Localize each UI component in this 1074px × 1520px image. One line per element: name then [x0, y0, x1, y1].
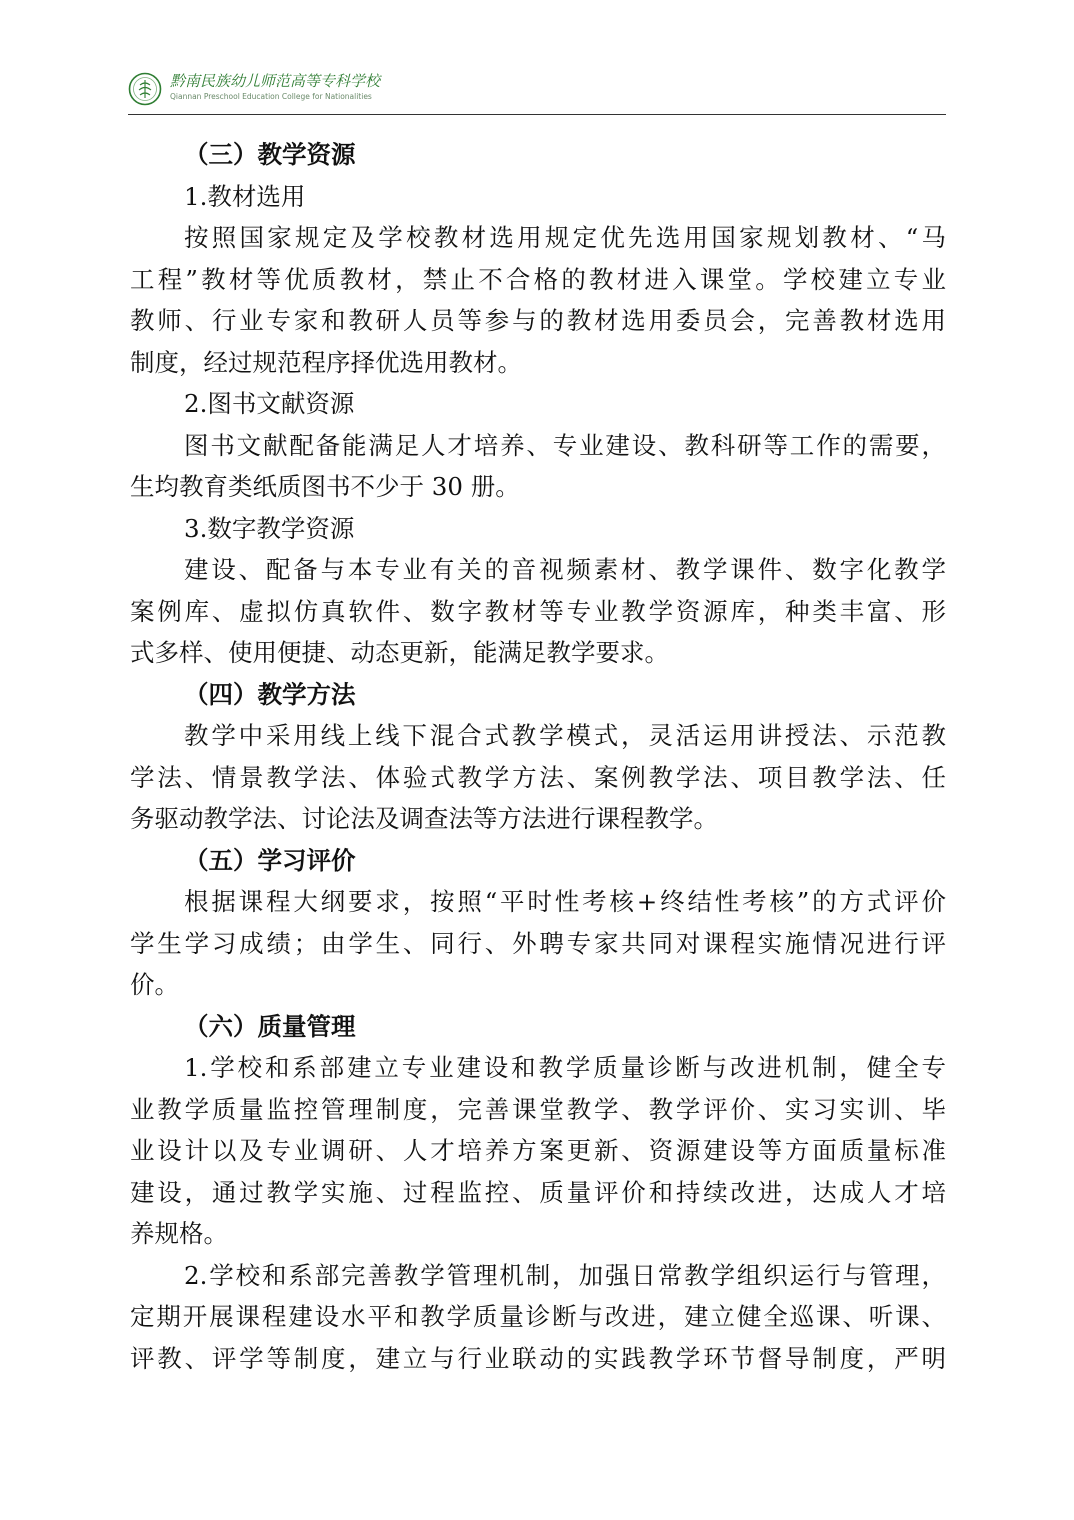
school-name-cn: 黔南民族幼儿师范高等专科学校 — [170, 72, 381, 90]
text-line: 学生学习成绩；由学生、同行、外聘专家共同对课程实施情况进行评 — [130, 928, 946, 958]
text-line: 业教学质量监控管理制度，完善课堂教学、教学评价、实习实训、毕 — [130, 1094, 946, 1124]
section-heading: （三）教学资源 — [184, 140, 356, 169]
text-line: 根据课程大纲要求，按照“平时性考核+终结性考核”的方式评价 — [184, 887, 946, 916]
text-line: 2.学校和系部完善教学管理机制，加强日常教学组织运行与管理， — [184, 1260, 946, 1290]
text-line: 工程”教材等优质教材，禁止不合格的教材进入课堂。学校建立专业 — [130, 264, 946, 294]
section-heading: （五）学习评价 — [184, 845, 356, 875]
school-emblem-icon — [128, 72, 162, 106]
text-line: 业设计以及专业调研、人才培养方案更新、资源建设等方面质量标准 — [130, 1136, 946, 1165]
text-line: 按照国家规定及学校教材选用规定优先选用国家规划教材、“马 — [184, 223, 946, 252]
text-line: 务驱动教学法、讨论法及调查法等方法进行课程教学。 — [130, 804, 718, 833]
text-line: 定期开展课程建设水平和教学质量诊断与改进，建立健全巡课、听课、 — [130, 1302, 946, 1331]
text-line: 教学中采用线上线下混合式教学模式，灵活运用讲授法、示范教 — [184, 721, 946, 750]
school-name-en: Qiannan Preschool Education College for Nationalities — [170, 92, 372, 101]
text-line: 学法、情景教学法、体验式教学方法、案例教学法、项目教学法、任 — [130, 762, 946, 792]
text-line: 教师、行业专家和教研人员等参与的教材选用委员会，完善教材选用 — [130, 306, 946, 335]
text-line: 式多样、使用便捷、动态更新，能满足教学要求。 — [130, 638, 669, 667]
text-line: 图书文献配备能满足人才培养、专业建设、教科研等工作的需要， — [184, 430, 946, 460]
text-line: 评教、评学等制度，建立与行业联动的实践教学环节督导制度，严明 — [130, 1343, 946, 1373]
page-header — [128, 70, 946, 115]
text-line: 建设、配备与本专业有关的音视频素材、教学课件、数字化教学 — [184, 555, 946, 584]
section-heading: （六）质量管理 — [184, 1011, 356, 1041]
document-body — [130, 134, 946, 1379]
text-line: 3.数字教学资源 — [184, 513, 355, 543]
text-line: 案例库、虚拟仿真软件、数字教材等专业教学资源库，种类丰富、形 — [130, 596, 946, 626]
text-line: 价。 — [130, 970, 179, 999]
text-line: 养规格。 — [130, 1219, 228, 1248]
text-line: 1.教材选用 — [184, 181, 306, 211]
text-line: 建设，通过教学实施、过程监控、质量评价和持续改进，达成人才培 — [130, 1177, 946, 1207]
text-line: 2.图书文献资源 — [184, 389, 355, 418]
school-logo-text — [170, 72, 410, 106]
text-line: 制度，经过规范程序择优选用教材。 — [130, 347, 522, 377]
section-heading: （四）教学方法 — [184, 679, 356, 709]
text-line: 1.学校和系部建立专业建设和教学质量诊断与改进机制，健全专 — [184, 1053, 946, 1082]
text-line: 生均教育类纸质图书不少于 30 册。 — [130, 472, 520, 501]
